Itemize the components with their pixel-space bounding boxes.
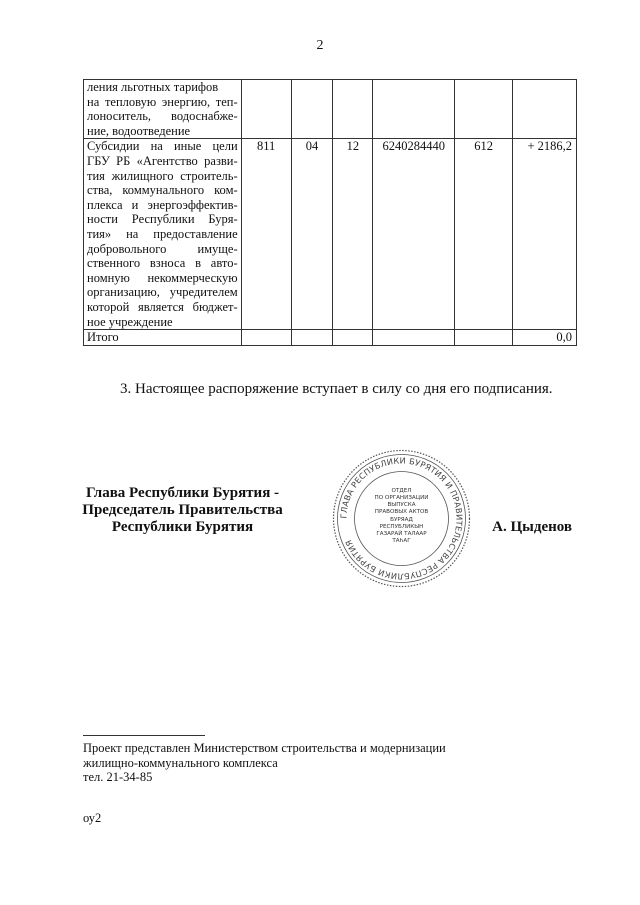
- total-amount: 0,0: [513, 330, 577, 346]
- cell-expense-type: 612: [455, 139, 513, 330]
- description-line: ние, водоотведение: [87, 123, 191, 138]
- description-line: лоноситель, водоснабже-: [87, 109, 238, 124]
- description-line: ности Республики Буря-: [87, 212, 238, 227]
- cell-amount: + 2186,2: [513, 139, 577, 330]
- cell-empty: [241, 330, 291, 346]
- seal-center-line: ПО ОРГАНИЗАЦИИ: [374, 495, 429, 501]
- row-description: [84, 80, 242, 139]
- cell-empty: [373, 80, 455, 139]
- seal-center-line: ВЫПУСКА: [387, 502, 416, 508]
- description-line: ное учреждение: [87, 314, 173, 329]
- seal-center-line: ОТДЕЛ: [391, 488, 412, 494]
- seal-icon: [331, 448, 472, 589]
- budget-table: [83, 79, 577, 346]
- description-line: на тепловую энергию, теп-: [87, 94, 238, 109]
- page-number: 2: [316, 38, 324, 53]
- cell-subsection-code: 12: [333, 139, 373, 330]
- clause-3: 3. Настоящее распоряжение вступает в силу со дня его подписания.: [120, 381, 553, 397]
- official-seal: [331, 448, 472, 589]
- description-line: ства, коммунального ком-: [87, 183, 238, 198]
- footnote-phone: тел. 21-34-85: [83, 770, 153, 785]
- seal-center-line: РЕСПУБЛИКЫН: [379, 524, 424, 530]
- signatory-title-line: Глава Республики Бурятия -: [85, 485, 280, 501]
- row-description: [84, 139, 242, 330]
- cell-empty: [241, 80, 291, 139]
- signatory-name: А. Цыденов: [492, 519, 572, 535]
- cell-section-code: 04: [291, 139, 333, 330]
- seal-center-line: ТАҺАГ: [392, 538, 411, 544]
- cell-ministry-code: 811: [241, 139, 291, 330]
- seal-center-line: ГАЗАРАЙ ТАЛААР: [376, 531, 427, 537]
- description-line: ления льготных тарифов: [87, 80, 219, 94]
- cell-empty: [291, 330, 333, 346]
- seal-center-line: БУРЯАД: [390, 517, 413, 523]
- description-line: добровольного имуще-: [87, 241, 238, 256]
- cell-target-code: 6240284440: [373, 139, 455, 330]
- cell-empty: [333, 80, 373, 139]
- description-line: организацию, учредителем: [87, 285, 238, 300]
- signatory-title: [70, 485, 295, 536]
- description-line: номную некоммерческую: [87, 270, 238, 285]
- table-row: [84, 80, 577, 139]
- cell-empty: [373, 330, 455, 346]
- seal-center-line: ПРАВОВЫХ АКТОВ: [374, 509, 429, 515]
- cell-empty: [333, 330, 373, 346]
- cell-empty: [455, 80, 513, 139]
- table-row: [84, 139, 577, 330]
- cell-empty: [513, 80, 577, 139]
- description-line: которой является бюджет-: [87, 299, 238, 314]
- document-code: оу2: [83, 811, 102, 825]
- signatory-title-line: Председатель Правительства: [82, 502, 283, 518]
- cell-empty: [291, 80, 333, 139]
- signatory-title-line: Республики Бурятия: [111, 519, 254, 535]
- seal-ring-text: ГЛАВА РЕСПУБЛИКИ БУРЯТИЯ И ПРАВИТЕЛЬСТВА РЕСПУБЛИКИ БУРЯТИЯ: [338, 455, 465, 582]
- footnote-line: Проект представлен Министерством строительства и модернизации: [83, 741, 446, 755]
- description-line: ГБУ РБ «Агентство разви-: [87, 153, 238, 168]
- footnote-line: жилищно-коммунального комплекса: [83, 755, 278, 770]
- footnote-divider: [83, 735, 205, 736]
- description-line: Субсидии на иные цели: [87, 139, 238, 154]
- cell-empty: [455, 330, 513, 346]
- description-line: плекса и энергоэффектив-: [87, 197, 238, 212]
- table-row-total: [84, 330, 577, 346]
- description-line: тия жилищного строитель-: [87, 168, 238, 183]
- description-line: ственного взноса в авто-: [87, 256, 238, 271]
- footnote: [83, 741, 446, 785]
- total-label: Итого: [84, 330, 242, 346]
- description-line: тия» на предоставление: [87, 226, 238, 241]
